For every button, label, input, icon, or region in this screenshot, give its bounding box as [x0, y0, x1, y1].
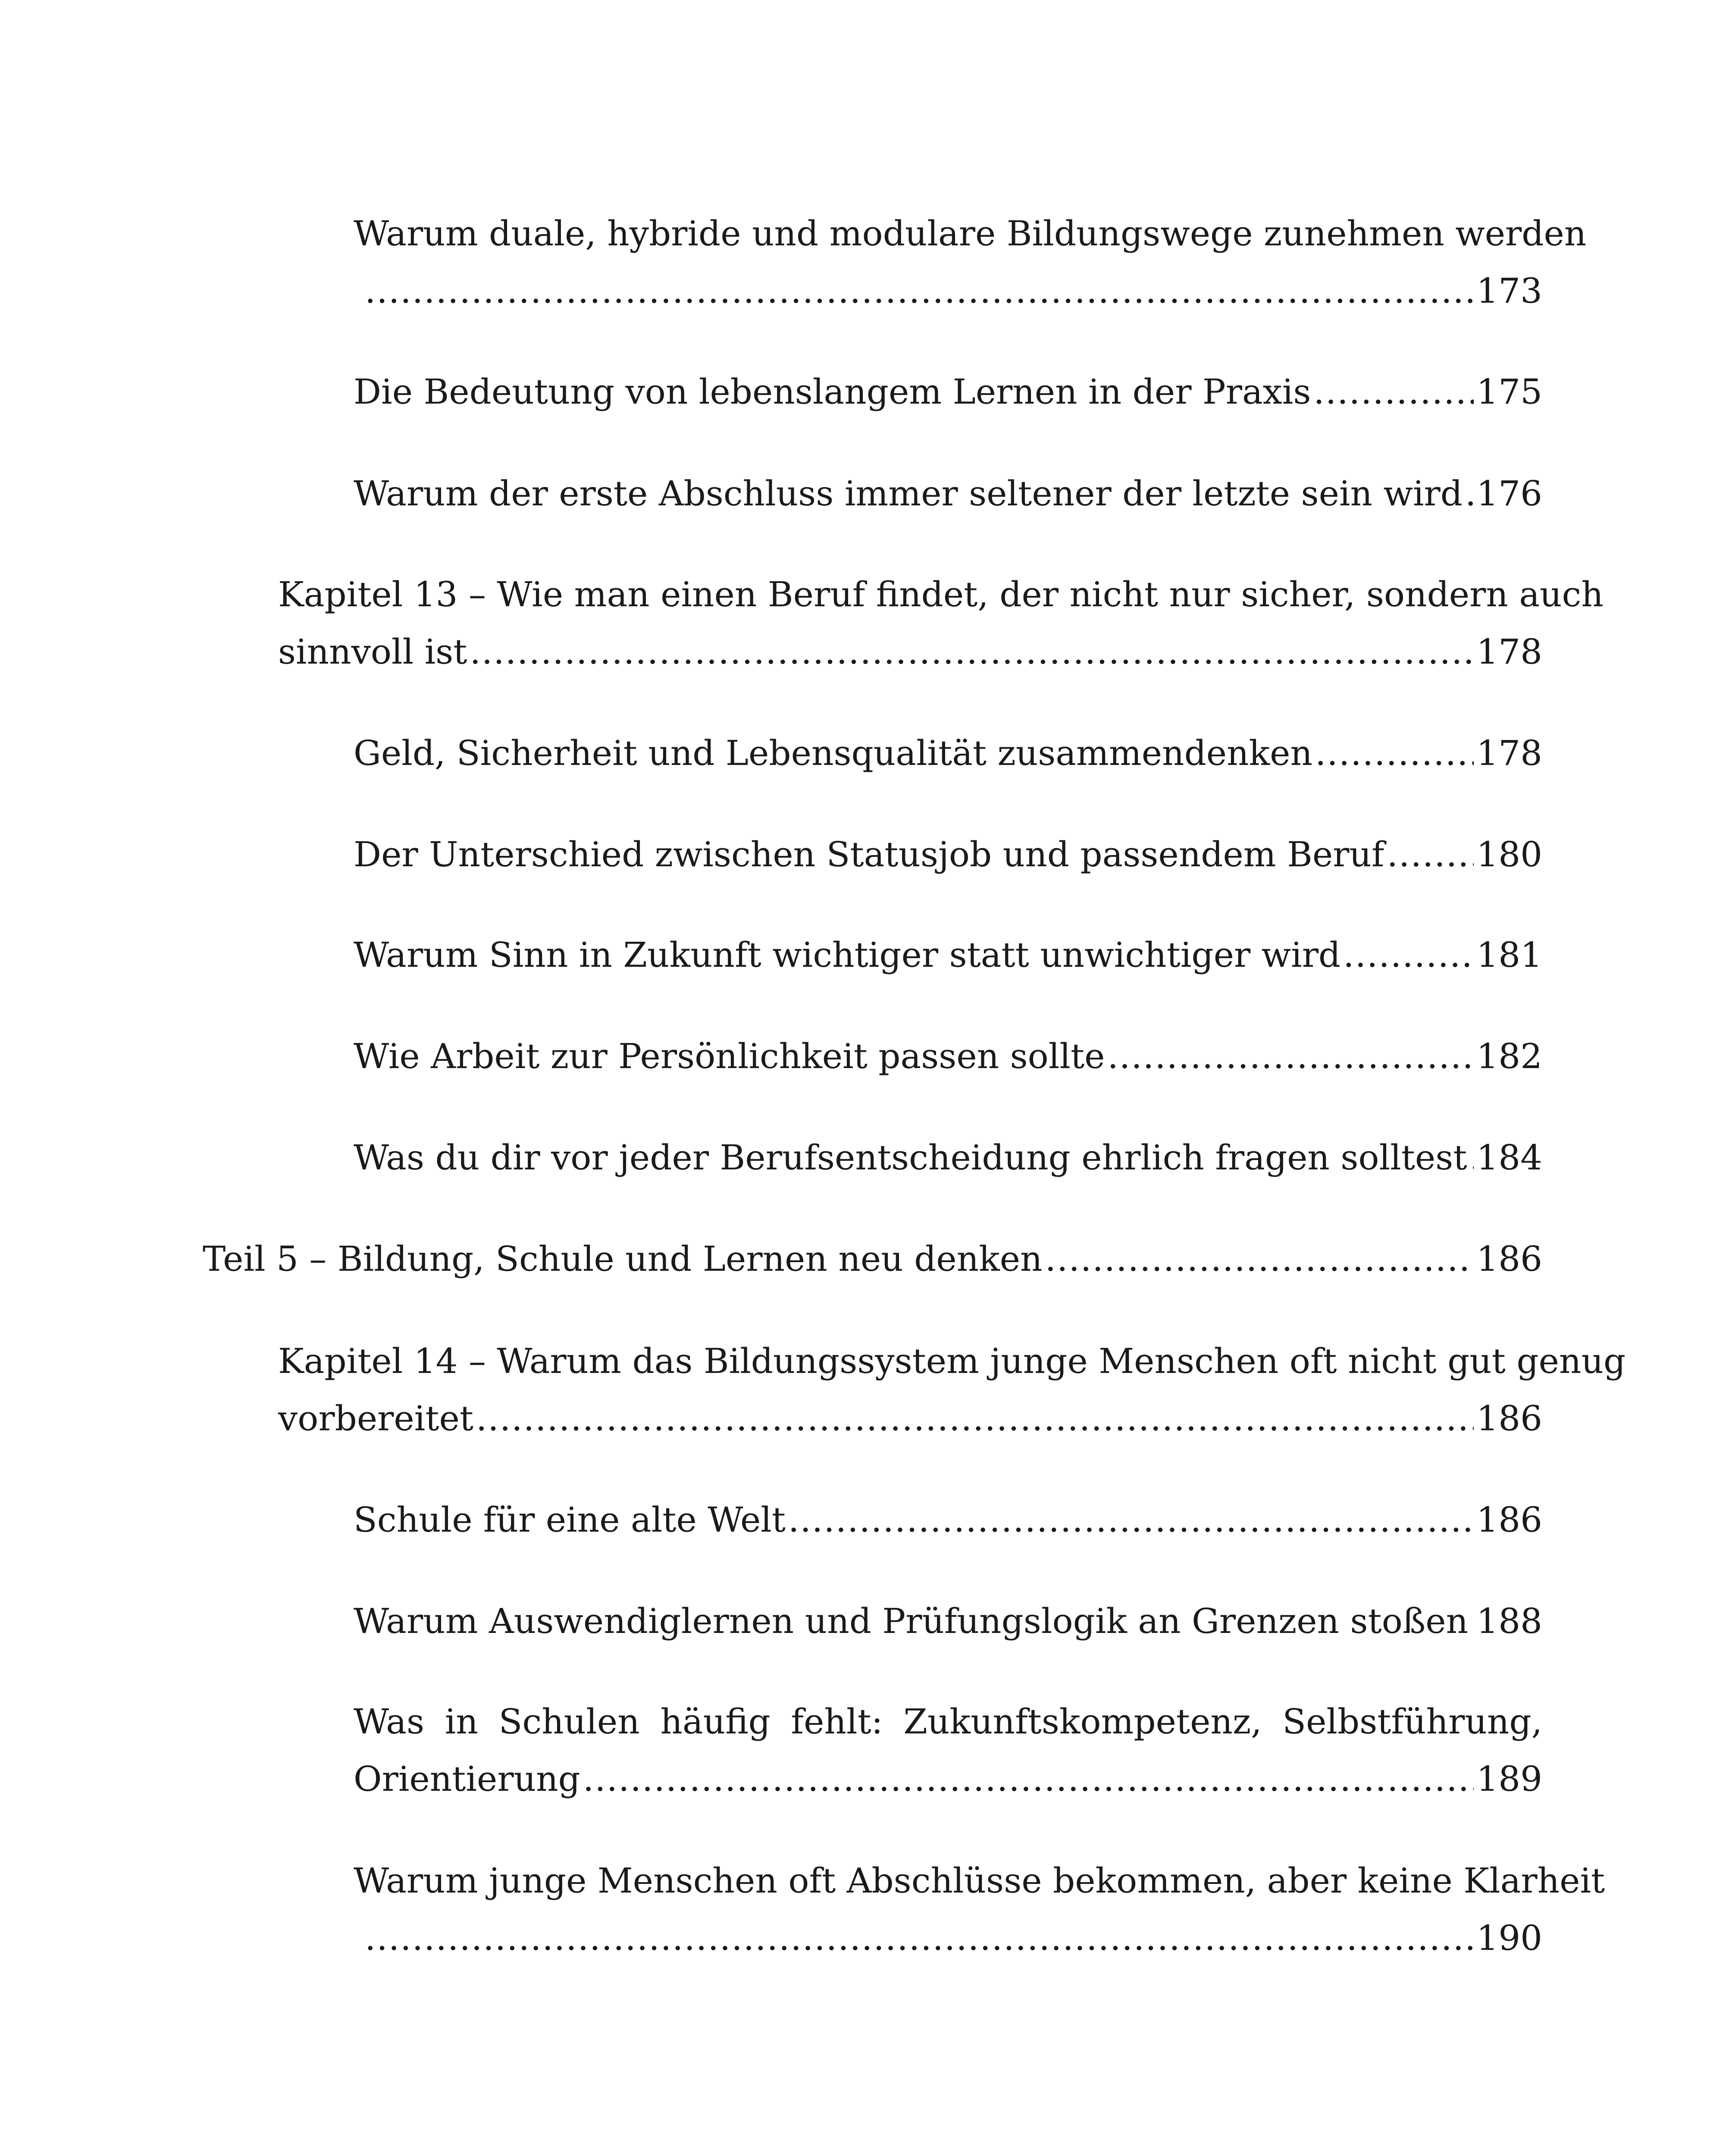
dot-leader — [1315, 724, 1474, 782]
toc-entry-chapter[interactable] — [278, 1332, 1626, 1447]
toc-entry-title: Wie Arbeit zur Persönlichkeit passen sollte — [354, 1036, 1105, 1076]
toc-entry-title: Geld, Sicherheit und Lebensqualität zusammendenken — [354, 733, 1312, 773]
toc-page-number: 181 — [1476, 935, 1542, 975]
dot-leader — [1471, 1592, 1474, 1650]
dot-leader — [788, 1491, 1474, 1548]
toc-entry-title: Warum Sinn in Zukunft wichtiger statt unwichtiger wird — [354, 935, 1341, 975]
toc-entry[interactable] — [354, 724, 1542, 782]
dot-leader — [1045, 1230, 1474, 1288]
toc-entry[interactable] — [354, 926, 1542, 984]
toc-entry-title: Was in Schulen häufig fehlt: Zukunftskompetenz, Selbstführung, — [354, 1702, 1542, 1742]
dot-leader — [1465, 465, 1474, 522]
dot-leader — [476, 1390, 1474, 1447]
toc-entry-title: Warum junge Menschen oft Abschlüsse bekommen, aber keine Klarheit — [354, 1861, 1605, 1901]
toc-entry-title: Schule für eine alte Welt — [354, 1500, 786, 1540]
toc-entry[interactable] — [354, 1028, 1542, 1085]
toc-entry[interactable] — [354, 363, 1542, 420]
toc-entry-title-continued: sinnvoll ist — [278, 632, 467, 672]
toc-page-number: 190 — [1476, 1918, 1542, 1958]
toc-page-number: 175 — [1476, 372, 1542, 412]
toc-page-number: 173 — [1476, 271, 1542, 311]
dot-leader — [365, 262, 1474, 320]
toc-entry-part[interactable] — [203, 1230, 1542, 1288]
dot-leader — [470, 623, 1474, 680]
toc-page-number: 178 — [1476, 632, 1542, 672]
toc-entry-title: Die Bedeutung von lebenslangem Lernen in der Praxis — [354, 372, 1311, 412]
toc-entry[interactable] — [354, 205, 1587, 320]
toc-entry-title: Warum duale, hybride und modulare Bildungswege zunehmen werden — [354, 213, 1587, 254]
dot-leader — [583, 1750, 1474, 1808]
toc-page-number: 186 — [1476, 1398, 1542, 1438]
dot-leader — [365, 1909, 1474, 1967]
toc-entry-title: Teil 5 – Bildung, Schule und Lernen neu denken — [203, 1239, 1043, 1279]
toc-entry[interactable] — [354, 1592, 1542, 1650]
dot-leader — [1313, 363, 1474, 420]
toc-page-number: 186 — [1476, 1239, 1542, 1279]
dot-leader — [1343, 926, 1474, 984]
toc-entry[interactable] — [354, 1693, 1542, 1808]
toc-entry-title: Warum der erste Abschluss immer seltener der letzte sein wird — [354, 473, 1463, 514]
toc-entry[interactable] — [354, 465, 1542, 522]
toc-entry-title: Was du dir vor jeder Berufsentscheidung ehrlich fragen solltest — [354, 1138, 1467, 1178]
toc-entry-title-continued: Orientierung — [354, 1759, 580, 1799]
toc-page-number: 180 — [1476, 834, 1542, 874]
toc-page-number: 188 — [1476, 1601, 1542, 1641]
toc-entry-chapter[interactable] — [278, 566, 1604, 680]
toc-entry-title-continued: vorbereitet — [278, 1398, 473, 1438]
toc-entry-title: Der Unterschied zwischen Statusjob und passendem Beruf — [354, 834, 1384, 874]
dot-leader — [1469, 1129, 1474, 1186]
toc-entry-title: Kapitel 13 – Wie man einen Beruf findet, der nicht nur sicher, sondern auch — [278, 574, 1604, 614]
toc-page-number: 189 — [1476, 1759, 1542, 1799]
dot-leader — [1387, 826, 1474, 883]
toc-page-number: 176 — [1476, 473, 1542, 514]
toc-page-number: 184 — [1476, 1138, 1542, 1178]
toc-entry-title: Kapitel 14 – Warum das Bildungssystem junge Menschen oft nicht gut genug — [278, 1341, 1626, 1381]
toc-page-number: 182 — [1476, 1036, 1542, 1076]
toc-entry[interactable] — [354, 826, 1542, 883]
toc-entry[interactable] — [354, 1491, 1542, 1548]
dot-leader — [1108, 1028, 1474, 1085]
toc-entry[interactable] — [354, 1852, 1605, 1967]
toc-page-number: 178 — [1476, 733, 1542, 773]
toc-entry-title: Warum Auswendiglernen und Prüfungslogik an Grenzen stoßen — [354, 1601, 1469, 1641]
toc-page-number: 186 — [1476, 1500, 1542, 1540]
toc-entry[interactable] — [354, 1129, 1542, 1186]
